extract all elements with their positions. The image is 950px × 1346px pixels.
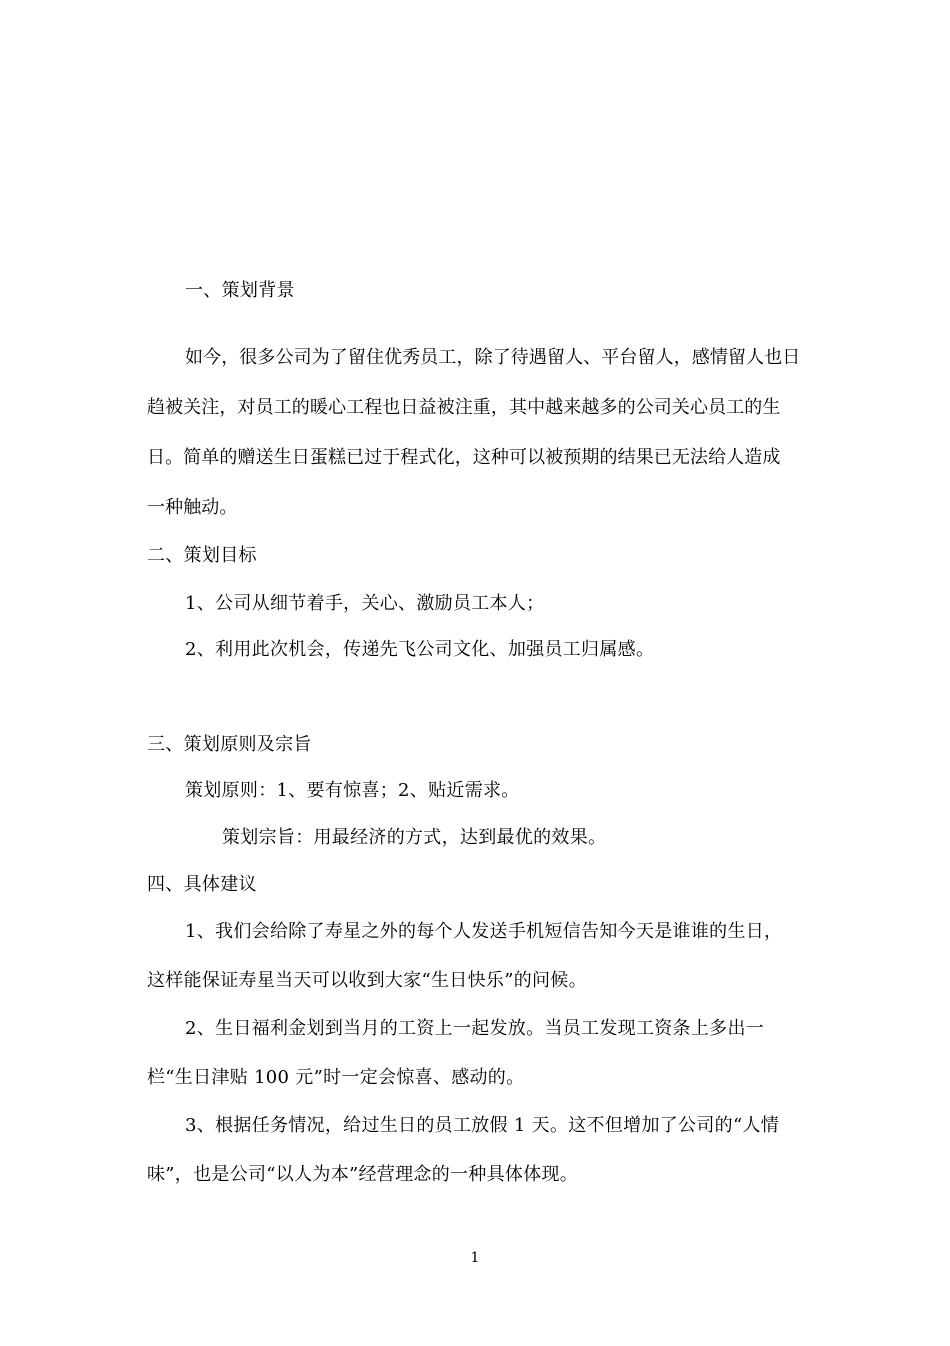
paragraph-line: 趋被关注，对员工的暖心工程也日益被注重，其中越来越多的公司关心员工的生 (147, 397, 781, 418)
page-number: 1 (470, 1250, 480, 1266)
suggestion-line: 3、根据任务情况，给过生日的员工放假 1 天。这不但增加了公司的“人情 (185, 1115, 780, 1136)
section-heading-background: 一、策划背景 (185, 280, 295, 301)
suggestion-line: 1、我们会给除了寿星之外的每个人发送手机短信告知今天是谁谁的生日， (185, 921, 783, 942)
principle-text: 策划原则：1、要有惊喜；2、贴近需求。 (185, 780, 520, 801)
list-item: 2、利用此次机会，传递先飞公司文化、加强员工归属感。 (185, 639, 655, 660)
list-item: 1、公司从细节着手，关心、激励员工本人； (185, 593, 545, 614)
suggestion-line: 栏“生日津贴 100 元”时一定会惊喜、感动的。 (147, 1067, 525, 1088)
paragraph-line: 日。简单的赠送生日蛋糕已过于程式化，这种可以被预期的结果已无法给人造成 (147, 447, 781, 468)
suggestion-line: 2、生日福利金划到当月的工资上一起发放。当员工发现工资条上多出一 (185, 1018, 765, 1039)
suggestion-line: 味”，也是公司“以人为本”经营理念的一种具体体现。 (147, 1164, 579, 1185)
paragraph-line: 如今，很多公司为了留住优秀员工，除了待遇留人、平台留人，感情留人也日 (185, 347, 801, 368)
purpose-text: 策划宗旨：用最经济的方式，达到最优的效果。 (222, 827, 607, 848)
section-heading-suggestions: 四、具体建议 (147, 874, 257, 895)
section-heading-principles: 三、策划原则及宗旨 (147, 734, 312, 755)
section-heading-goals: 二、策划目标 (147, 545, 257, 566)
paragraph-line: 一种触动。 (147, 497, 238, 518)
suggestion-line: 这样能保证寿星当天可以收到大家“生日快乐”的问候。 (147, 970, 587, 991)
